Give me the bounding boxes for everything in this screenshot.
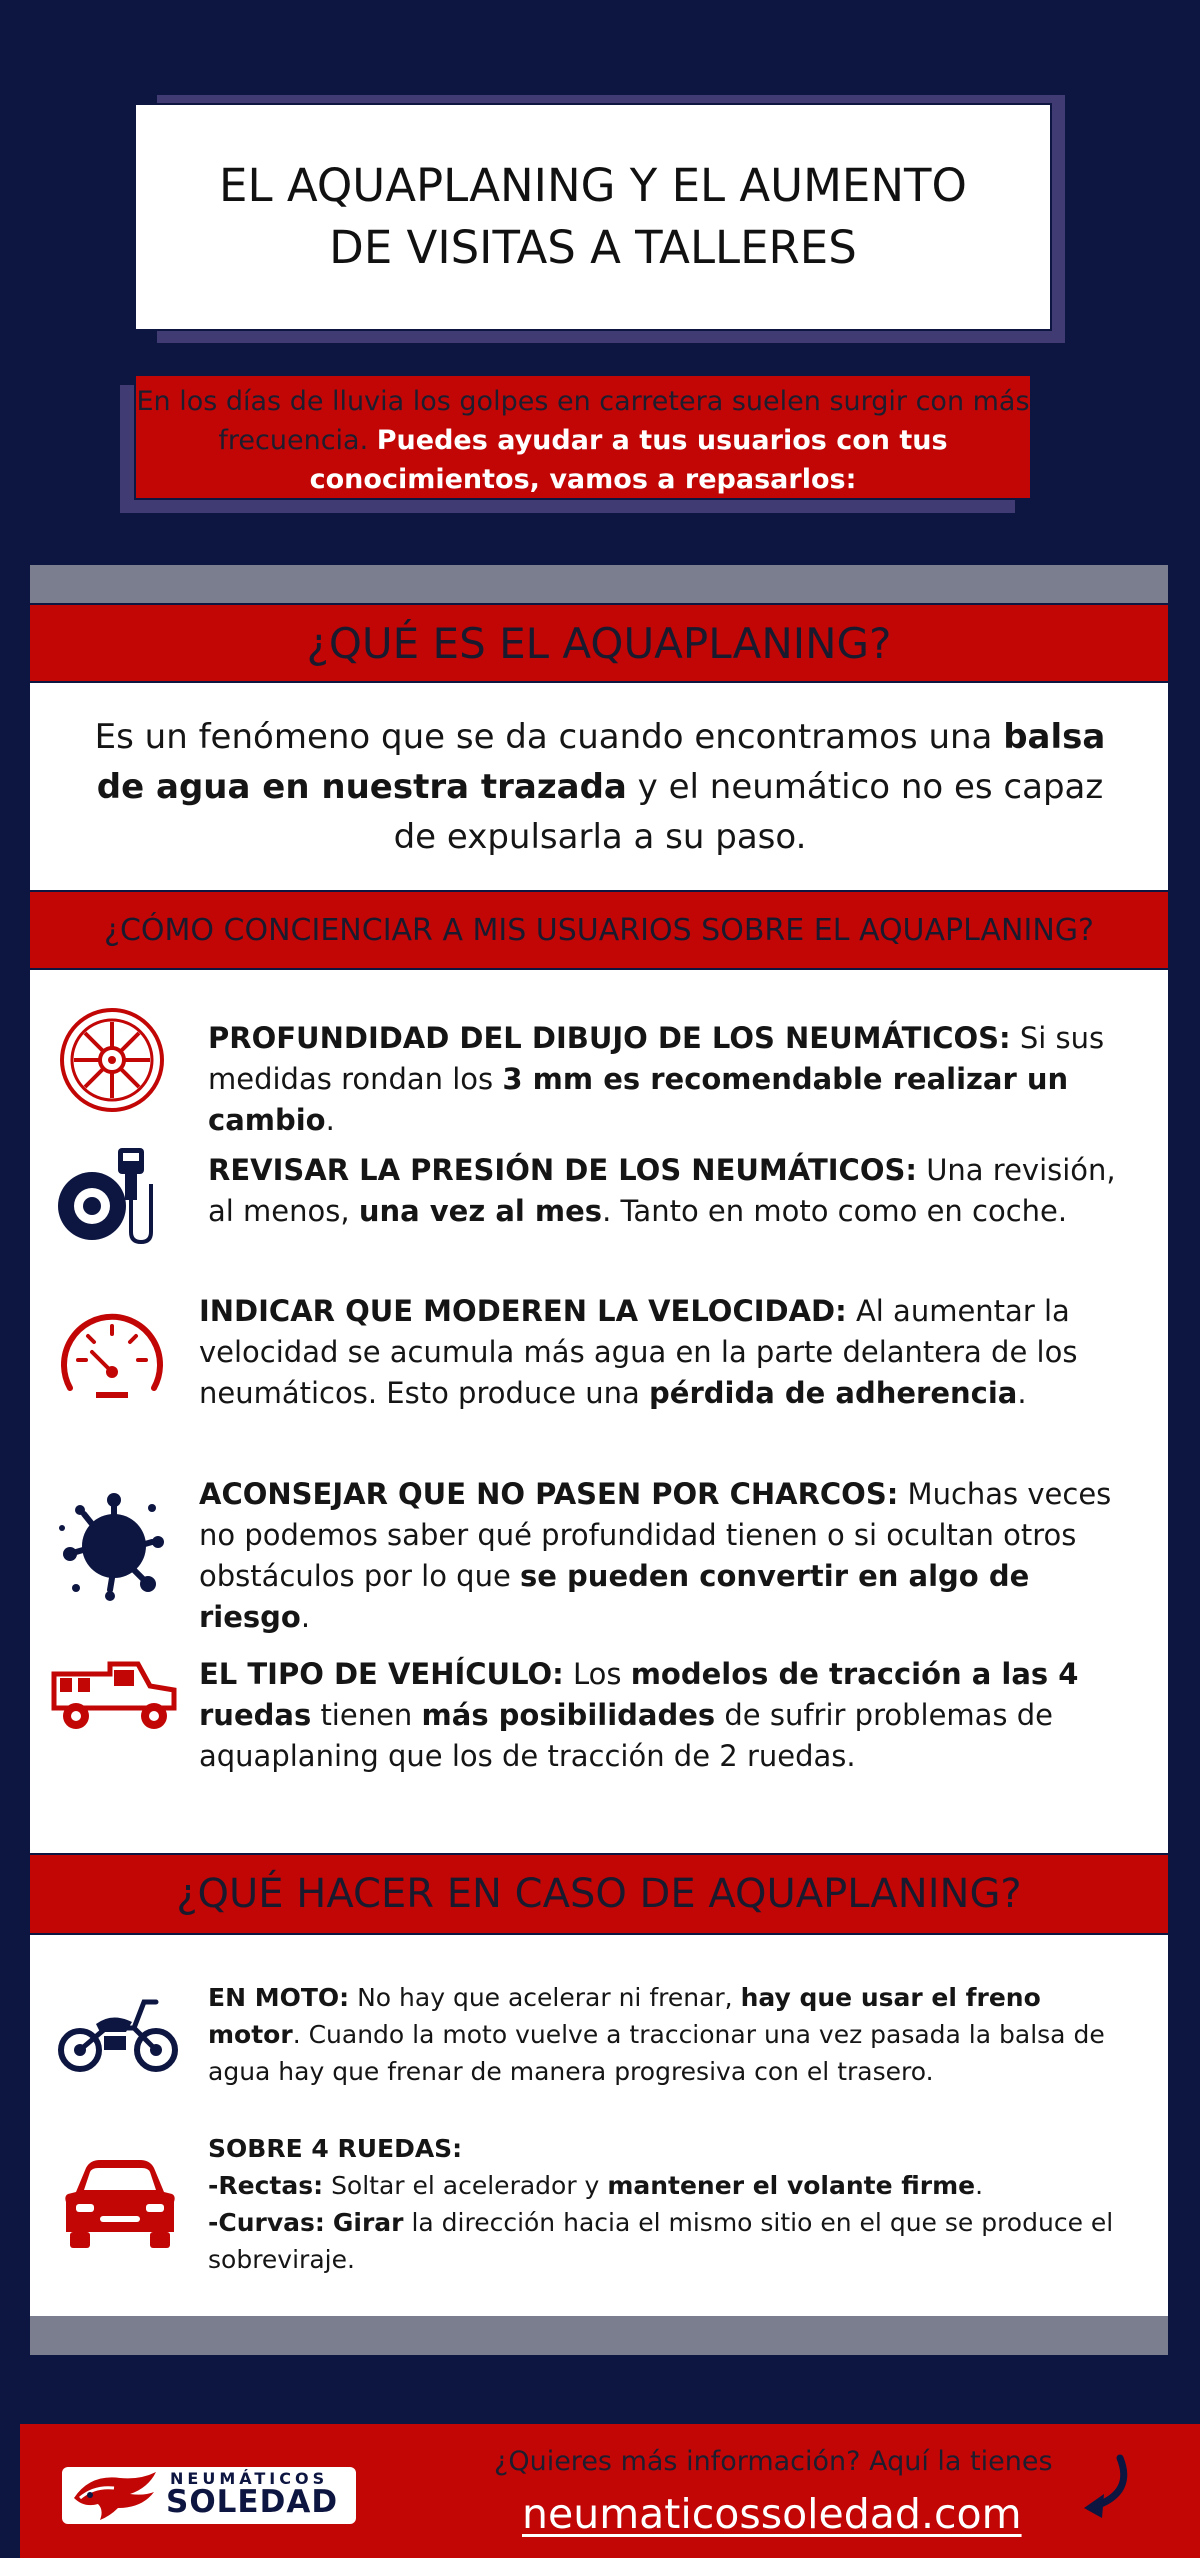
logo-text-main: SOLEDAD [166,2484,339,2520]
list-item: INDICAR QUE MODEREN LA VELOCIDAD: Al aumentar la velocidad se acumula más agua en la parte delantera de los neumáticos. Esto produce una pérdida de adherencia. [199,1294,1078,1410]
page-title: EL AQUAPLANING Y EL AUMENTO DE VISITAS A TALLERES [219,159,967,274]
what-is-text: Es un fenómeno que se da cuando encontramos una balsa de agua en nuestra trazada y el neumático no es capaz de expulsarla a su paso. [94,717,1106,857]
car-advice-title: SOBRE 4 RUEDAS: [208,2134,463,2163]
list-item: PROFUNDIDAD DEL DIBUJO DE LOS NEUMÁTICOS: Si sus medidas rondan los 3 mm es recomendable realizar un cambio. [208,1021,1105,1137]
title-card [134,103,1052,331]
list-item: EL TIPO DE VEHÍCULO: Los modelos de tracción a las 4 ruedas tienen más posibilidades de sufrir problemas de aquaplaning que los de tracción de 2 ruedas. [199,1657,1079,1773]
intro-text: En los días de lluvia los golpes en carretera suelen surgir con más frecuencia. [136,386,1030,456]
offroad-vehicle-icon [46,1660,180,1732]
list-item: ACONSEJAR QUE NO PASEN POR CHARCOS: Muchas veces no podemos saber qué profundidad tienen o si ocultan otros obstáculos por lo que se pueden convertir en algo de riesgo. [199,1477,1112,1634]
intro-card [134,374,1032,500]
moto-advice: EN MOTO: No hay que acelerar ni frenar, hay que usar el freno motor. Cuando la moto vuelve a traccionar una vez pasada la balsa de agua hay que frenar de manera progresiva con el trasero. [208,1983,1105,2086]
speedometer-icon [56,1306,168,1406]
car-icon [62,2156,178,2252]
eagle-logo-icon [70,2468,160,2522]
tire-icon [58,1006,166,1114]
intro-bold-text: Puedes ayudar a tus usuarios con tus conocimientos, vamos a repasarlos: [309,425,948,495]
splash-icon [52,1484,176,1608]
website-link[interactable]: neumaticossoledad.com [522,2490,1022,2538]
section-heading-how-to: ¿CÓMO CONCIENCIAR A MIS USUARIOS SOBRE EL AQUAPLANING? [30,890,1168,970]
logo-text-top: NEUMÁTICOS [170,2469,329,2488]
section-heading-what-to-do: ¿QUÉ HACER EN CASO DE AQUAPLANING? [30,1853,1168,1935]
section-heading-what-is: ¿QUÉ ES EL AQUAPLANING? [30,603,1168,683]
footer-question: ¿Quieres más información? Aquí la tienes [494,2446,1053,2477]
car-advice: SOBRE 4 RUEDAS: -Rectas: Soltar el acelerador y mantener el volante firme. -Curvas: Girar la dirección hacia el mismo sitio en el que se produce el sobreviraje. [208,2134,1114,2274]
motorcycle-icon [56,1994,180,2074]
curved-arrow-icon [1076,2452,1136,2522]
tire-pressure-icon [54,1144,158,1248]
list-item: REVISAR LA PRESIÓN DE LOS NEUMÁTICOS: Una revisión, al menos, una vez al mes. Tanto en moto como en coche. [208,1153,1116,1228]
